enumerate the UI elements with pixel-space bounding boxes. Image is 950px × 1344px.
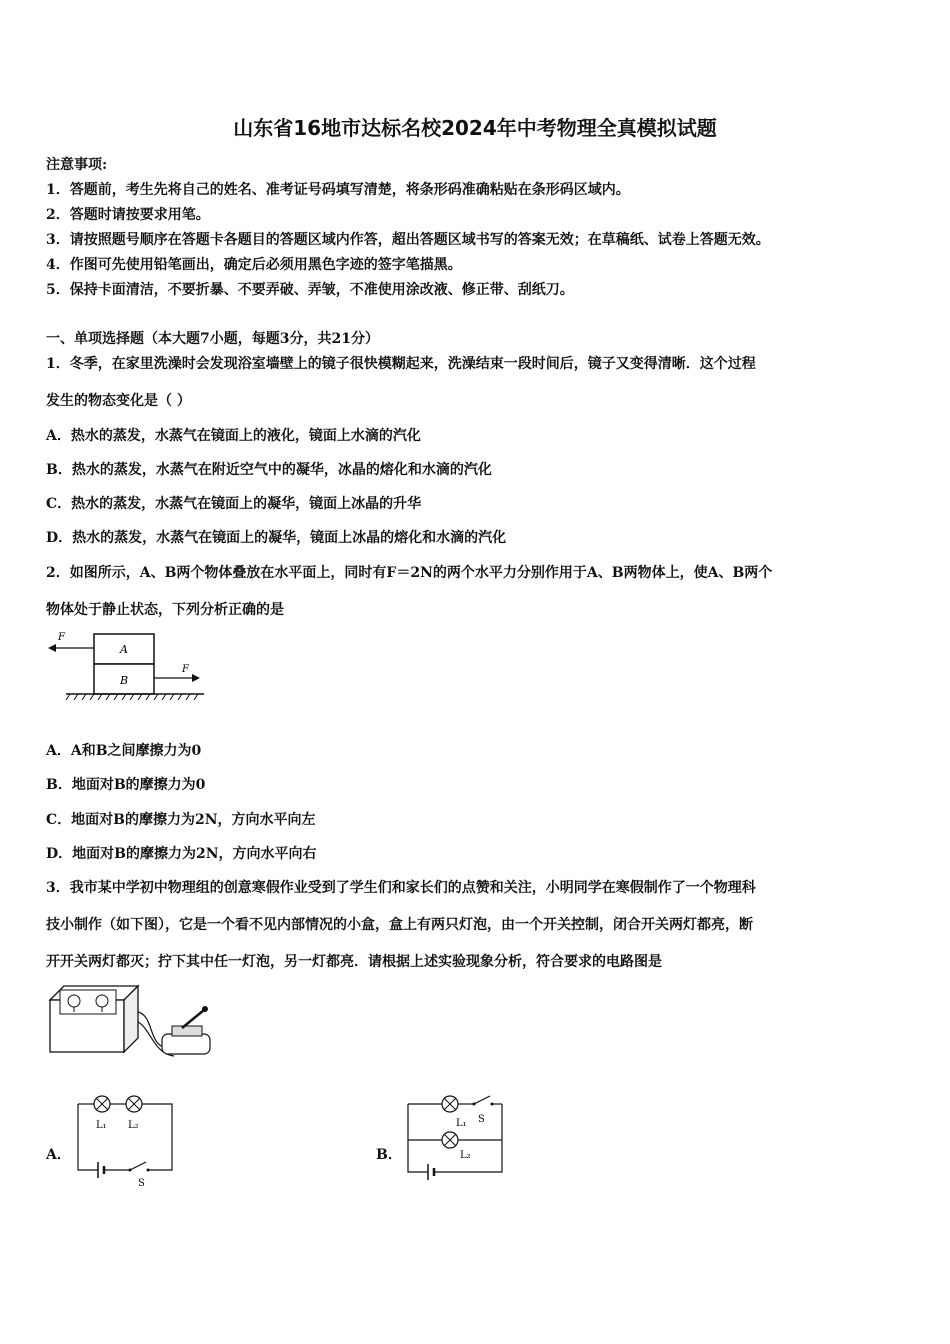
- q3-stem-line1: 3．我市某中学初中物理组的创意寒假作业受到了学生们和家长们的点赞和关注，小明同学在寒假制作了一个物理科: [46, 880, 756, 896]
- lamp-l2-label: L₂: [128, 1120, 139, 1131]
- switch-s: [130, 1162, 146, 1170]
- notice-item-4: 4．作图可先使用铅笔画出，确定后必须用黑色字迹的签字笔描黑。: [46, 257, 462, 273]
- q1-option-b: B．热水的蒸发，水蒸气在附近空气中的凝华，冰晶的熔化和水滴的汽化: [46, 462, 492, 478]
- notice-item-5: 5．保持卡面清洁，不要折暴、不要弄破、弄皱，不准使用涂改液、修正带、刮纸刀。: [46, 282, 574, 298]
- bulb-icon: [96, 995, 108, 1007]
- lamp-l1-label: L₁: [456, 1118, 467, 1129]
- circuit-b-wire: [408, 1104, 428, 1172]
- q2-option-a: A．A和B之间摩擦力为0: [46, 743, 202, 759]
- q1-option-c: C．热水的蒸发，水蒸气在镜面上的凝华，镜面上冰晶的升华: [46, 496, 422, 512]
- q3-box-figure: [44, 982, 219, 1062]
- q3-stem-line2: 技小制作（如下图），它是一个看不见内部情况的小盒，盒上有两只灯泡，由一个开关控制，闭合开关两灯都亮，断: [46, 917, 753, 933]
- section-heading: 一、单项选择题（本大题7小题，每题3分，共21分）: [46, 331, 379, 347]
- force-right-label: F: [182, 664, 189, 675]
- q2-figure-blocks: [44, 628, 214, 706]
- force-arrow-left-head: [48, 644, 56, 652]
- q2-option-c: C．地面对B的摩擦力为2N，方向水平向左: [46, 812, 316, 828]
- switch-knob: [202, 1006, 208, 1012]
- force-left-label: F: [58, 632, 65, 643]
- lamp-l2-label: L₂: [460, 1150, 471, 1161]
- q2-stem-line2: 物体处于静止状态，下列分析正确的是: [46, 602, 284, 618]
- circuit-a-wire: [78, 1104, 98, 1170]
- notice-item-3: 3．请按照题号顺序在答题卡各题目的答题区域内作答，超出答题区域书写的答案无效；在草稿纸、试卷上答题无效。: [46, 232, 770, 248]
- q1-stem-line1: 1．冬季，在家里洗澡时会发现浴室墙壁上的镜子很快模糊起来，洗澡结束一段时间后，镜子又变得清晰．这个过程: [46, 356, 756, 372]
- notice-item-2: 2．答题时请按要求用笔。: [46, 207, 210, 223]
- switch-base: [162, 1034, 210, 1054]
- q3-circuit-a: [74, 1092, 178, 1190]
- notice-heading: 注意事项:: [46, 157, 108, 173]
- block-a-label: A: [120, 643, 128, 656]
- switch-lever: [182, 1010, 204, 1028]
- ground-hatch: [66, 694, 198, 700]
- q3-option-a-label: A．: [46, 1147, 71, 1163]
- q1-option-d: D．热水的蒸发，水蒸气在镜面上的凝华，镜面上冰晶的熔化和水滴的汽化: [46, 530, 507, 546]
- switch-label: S: [478, 1114, 485, 1125]
- page-title: 山东省16地市达标名校2024年中考物理全真模拟试题: [233, 116, 717, 140]
- block-b-label: B: [120, 674, 129, 687]
- switch-s: [474, 1096, 490, 1104]
- force-arrow-right-head: [192, 674, 200, 682]
- switch-label: S: [138, 1178, 145, 1189]
- q1-option-a: A．热水的蒸发，水蒸气在镜面上的液化，镜面上水滴的汽化: [46, 428, 421, 444]
- q2-option-b: B．地面对B的摩擦力为0: [46, 777, 206, 793]
- q2-stem-line1: 2．如图所示，A、B两个物体叠放在水平面上，同时有F＝2N的两个水平力分别作用于A、B两物体上，使A、B两个: [46, 565, 773, 581]
- q2-option-d: D．地面对B的摩擦力为2N，方向水平向右: [46, 846, 317, 862]
- q1-stem-line2: 发生的物态变化是（ ）: [46, 393, 191, 409]
- q3-stem-line3: 开开关两灯都灭；拧下其中任一灯泡，另一灯都亮．请根据上述实验现象分析，符合要求的电路图是: [46, 954, 662, 970]
- bulb-icon: [68, 995, 80, 1007]
- q3-circuit-b: [404, 1092, 508, 1188]
- lamp-l1-label: L₁: [96, 1120, 107, 1131]
- notice-item-1: 1．答题前，考生先将自己的姓名、准考证号码填写清楚，将条形码准确粘贴在条形码区域内。: [46, 182, 630, 198]
- switch-contact: [172, 1026, 202, 1036]
- q3-option-b-label: B．: [376, 1147, 402, 1163]
